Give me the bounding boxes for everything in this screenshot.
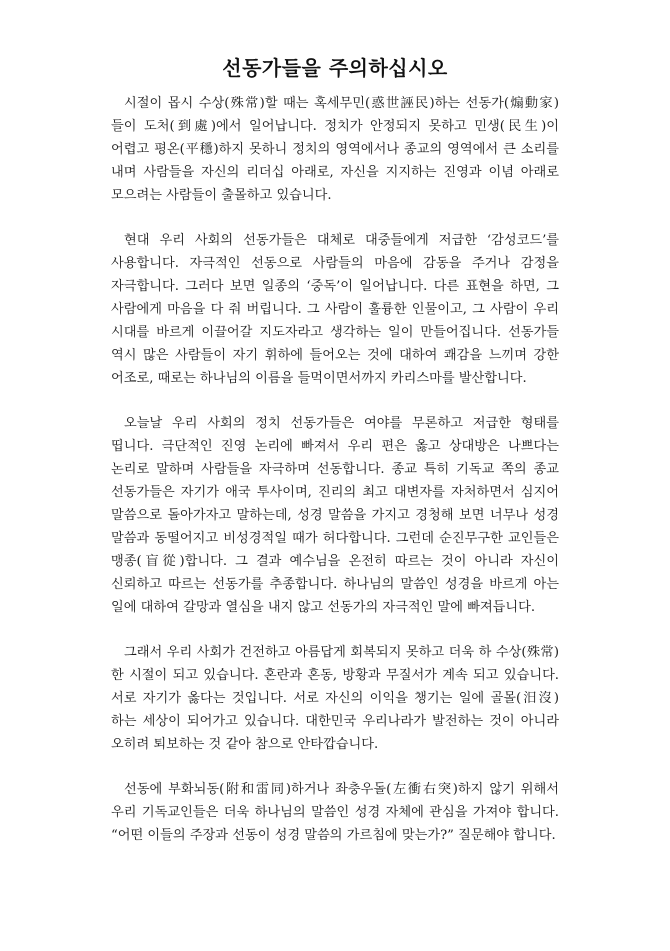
document-title: 선동가들을 주의하십시오 [222,56,448,80]
paragraph-1: 시절이 몹시 수상(殊常)할 때는 혹세무민(惑世誣民)하는 선동가(煽動家)들이 도처(到處)에서 일어납니다. 정치가 안정되지 못하고 민생(民生)이 어렵고 평온(平穩)하지 못하니 정치의 영역에서나 종교의 영역에서 큰 소리를 내며 사람들을 자신의 리더십 아래로, 자신을 지지하는 진영과 이념 아래로 모으려는 사람들이 출몰하고 있습니다. [111,96,559,203]
paragraph-5: 선동에 부화뇌동(附和雷同)하거나 좌충우돌(左衝右突)하지 않기 위해서 우리 기독교인들은 더욱 하나님의 말씀인 성경 자체에 관심을 가져야 합니다. “어떤 이들의 주장과 선동이 성경 말씀의 가르침에 맞는가?” 질문해야 합니다. [111,782,559,843]
paragraph-3: 오늘날 우리 사회의 정치 선동가들은 여야를 무론하고 저급한 형태를 띱니다. 극단적인 진영 논리에 빠져서 우리 편은 옳고 상대방은 나쁘다는 논리로 말하며 사람들을 자극하며 선동합니다. 종교 특히 기독교 쪽의 종교 선동가들은 자기가 애국 투사이며, 진리의 최고 대변자를 자처하면서 심지어 말씀으로 돌아가자고 말하는데, 성경 말씀을 가지고 경청해 보면 너무나 성경 말씀과 동떨어지고 비성경적일 때가 허다합니다. 그런데 순진무구한 교인들은 맹종(盲從)합니다. 그 결과 예수님을 온전히 따르는 것이 아니라 자신이 신뢰하고 따르는 선동가를 추종합니다. 하나님의 말씀인 성경을 바르게 아는 일에 대하여 갈망과 열심을 내지 않고 선동가의 자극적인 말에 빠져듭니다. [111,416,559,615]
document-page [111,52,559,869]
paragraph-2: 현대 우리 사회의 선동가들은 대체로 대중들에게 저급한 ‘감성코드’를 사용합니다. 자극적인 선동으로 사람들의 마음에 감동을 주거나 감정을 자극합니다. 그러다 보면 일종의 ‘중독’이 일어납니다. 다른 표현을 하면, 그 사람에게 마음을 다 줘 버립니다. 그 사람이 훌륭한 인물이고, 그 사람이 우리 시대를 바르게 이끌어갈 지도자라고 생각하는 일이 만들어집니다. 선동가들 역시 많은 사람들이 자기 휘하에 들어오는 것에 대하여 쾌감을 느끼며 강한 어조로, 때로는 하나님의 이름을 들먹이면서까지 카리스마를 발산합니다. [111,233,559,386]
paragraph-4: 그래서 우리 사회가 건전하고 아름답게 회복되지 못하고 더욱 하 수상(殊常)한 시절이 되고 있습니다. 혼란과 혼동, 방황과 무질서가 계속 되고 있습니다. 서로 자기가 옳다는 것입니다. 서로 자신의 이익을 챙기는 일에 골몰(汨沒)하는 세상이 되어가고 있습니다. 대한민국 우리나라가 발전하는 것이 아니라 오히려 퇴보하는 것 같아 참으로 안타깝습니다. [111,645,559,752]
